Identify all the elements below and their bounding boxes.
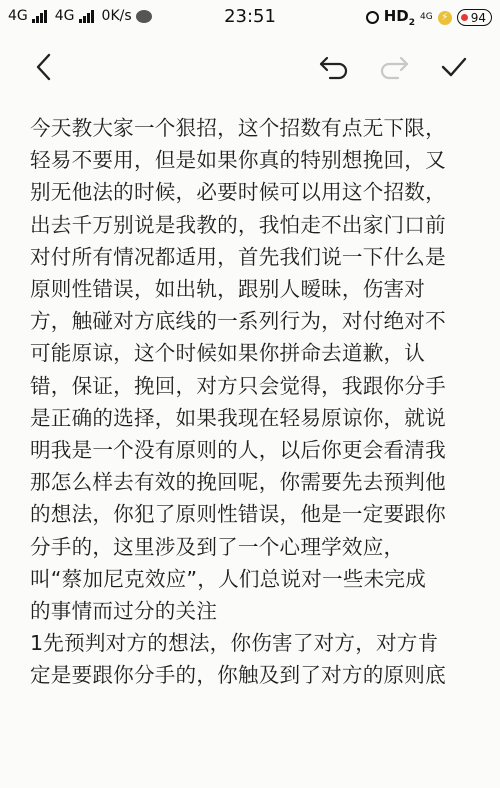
text-line: 定是要跟你分手的，你触及到了对方的原则底 [30,663,446,688]
redo-button[interactable] [370,34,418,100]
text-line: 是正确的选择，如果我现在轻易原谅你，就说 [30,405,446,430]
text-line: 可能原谅，这个时候如果你拼命去道歉，认 [30,341,426,366]
done-button[interactable] [430,34,478,100]
network-speed: 0K/s [101,8,132,24]
back-button[interactable] [20,34,68,100]
hd-indicator: $HD_2$ [383,7,416,28]
battery-level: 94 [470,10,486,25]
chevron-left-icon [34,52,54,82]
text-line: 的事情而过分的关注 [30,599,218,624]
checkmark-icon [440,55,468,79]
alarm-icon [366,11,379,24]
text-line: 对付所有情况都适用，首先我们说一下什么是 [30,244,446,269]
undo-button[interactable] [310,34,358,100]
status-bar [0,0,500,34]
undo-icon [318,54,350,80]
text-line: 明我是一个没有原则的人，以后你更会看清我 [30,438,446,463]
data-indicator: 4G [420,12,433,22]
editor-toolbar [0,34,500,100]
redo-icon [378,54,410,80]
status-right [366,7,492,28]
text-line: 那怎么样去有效的挽回呢，你需要先去预判他 [30,470,446,495]
text-line: 分手的，这里涉及到了一个心理学效应， [30,534,405,559]
text-line: 的想法，你犯了原则性错误，他是一定要跟你 [30,502,446,527]
clock: 23:51 [224,6,276,27]
battery-dot-icon [461,14,468,21]
text-line: 出去千万别说是我教的，我怕走不出家门口前 [30,212,446,237]
text-line: 别无他法的时候，必要时候可以用这个招数， [30,180,446,205]
text-line: 错，保证，挽回，对方只会觉得，我跟你分手 [30,373,446,398]
network-label-1: 4G [8,8,28,24]
text-line: 叫“蔡加尼克效应”，人们总说对一些未完成 [30,566,427,591]
text-line: 原则性错误，如出轨，跟别人暧昧，伤害对 [30,277,426,302]
text-line: 轻易不要用，但是如果你真的特别想挽回，又 [30,148,446,173]
note-body[interactable] [30,112,480,692]
text-line: 今天教大家一个狠招，这个招数有点无下限， [30,116,446,140]
battery-indicator [457,9,492,26]
network-label-2: 4G [54,8,75,24]
charging-icon: ⚡ [438,11,452,25]
text-line: 1先预判对方的想法，你伤害了对方，对方肯 [30,631,439,656]
text-line: 方，触碰对方底线的一系列行为，对付绝对不 [30,309,446,334]
